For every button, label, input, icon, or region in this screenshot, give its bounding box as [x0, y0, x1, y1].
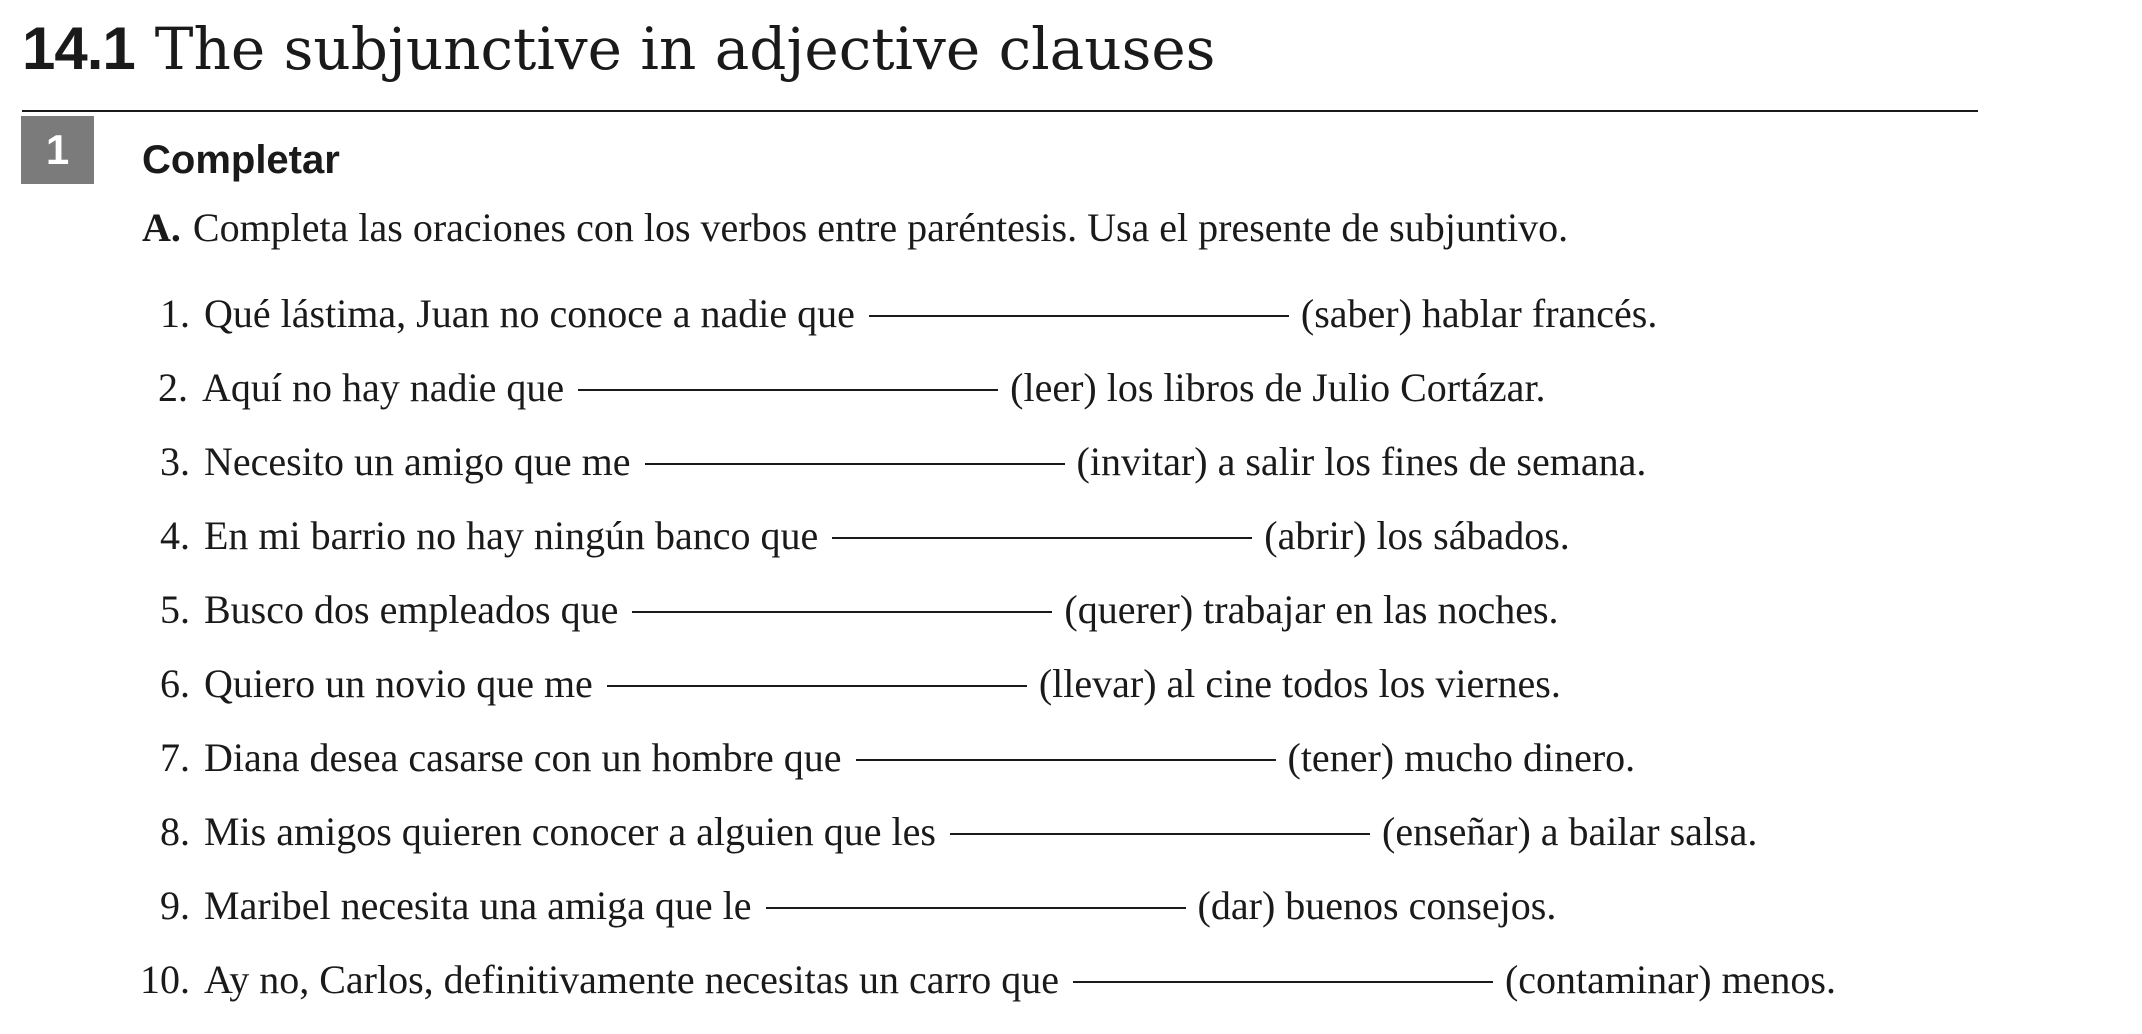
item-number: 3. — [160, 439, 190, 484]
answer-blank[interactable] — [607, 685, 1027, 687]
exercise-item — [120, 506, 1570, 566]
section-header — [22, 14, 1215, 94]
section-number: 14.1 — [22, 15, 135, 82]
part-label: A. — [142, 205, 181, 250]
answer-blank[interactable] — [632, 611, 1052, 613]
item-text-after: (leer) los libros de Julio Cortázar. — [1010, 365, 1546, 410]
item-text-after: (llevar) al cine todos los viernes. — [1038, 661, 1561, 706]
answer-blank[interactable] — [578, 389, 998, 391]
item-number: 1. — [160, 291, 190, 336]
exercise-item — [118, 358, 1546, 418]
item-text-before: Qué lástima, Juan no conoce a nadie que — [204, 291, 855, 336]
item-text-after: (invitar) a salir los fines de semana. — [1076, 439, 1647, 484]
item-number: 10. — [140, 957, 190, 1002]
exercise-item — [120, 284, 1657, 344]
exercise-item — [120, 802, 1757, 862]
answer-blank[interactable] — [1073, 981, 1493, 983]
answer-blank[interactable] — [766, 907, 1186, 909]
instructions — [142, 204, 1568, 251]
section-title: The subjunctive in adjective clauses — [154, 15, 1216, 83]
answer-blank[interactable] — [856, 759, 1276, 761]
item-number: 5. — [160, 587, 190, 632]
activity-number-badge: 1 — [21, 116, 94, 184]
instructions-text: Completa las oraciones con los verbos entre paréntesis. Usa el presente de subjuntivo. — [192, 205, 1569, 250]
exercise-item — [120, 876, 1556, 936]
item-text-after: (dar) buenos consejos. — [1197, 883, 1557, 928]
item-text-before: Mis amigos quieren conocer a alguien que les — [204, 809, 936, 854]
item-number: 6. — [160, 661, 190, 706]
answer-blank[interactable] — [950, 833, 1370, 835]
header-divider — [22, 110, 1978, 112]
exercise-item — [99, 950, 1836, 1010]
exercise-item — [120, 432, 1646, 492]
item-text-before: Maribel necesita una amiga que le — [204, 883, 752, 928]
activity-heading: Completar — [142, 138, 340, 182]
item-number: 4. — [160, 513, 190, 558]
item-text-before: En mi barrio no hay ningún banco que — [204, 513, 819, 558]
exercise-item — [120, 728, 1635, 788]
item-text-after: (enseñar) a bailar salsa. — [1382, 809, 1758, 854]
item-text-after: (tener) mucho dinero. — [1287, 735, 1636, 780]
item-number: 9. — [160, 883, 190, 928]
item-text-before: Busco dos empleados que — [204, 587, 619, 632]
exercise-item — [120, 580, 1559, 640]
exercise-item — [120, 654, 1561, 714]
item-number: 2. — [158, 365, 188, 410]
item-text-before: Aquí no hay nadie que — [202, 365, 565, 410]
item-text-before: Diana desea casarse con un hombre que — [204, 735, 842, 780]
item-text-before: Necesito un amigo que me — [204, 439, 631, 484]
answer-blank[interactable] — [832, 537, 1252, 539]
item-text-after: (querer) trabajar en las noches. — [1064, 587, 1559, 632]
item-number: 8. — [160, 809, 190, 854]
item-text-before: Quiero un novio que me — [204, 661, 593, 706]
item-text-after: (saber) hablar francés. — [1300, 291, 1658, 336]
answer-blank[interactable] — [645, 463, 1065, 465]
item-text-before: Ay no, Carlos, definitivamente necesitas un carro que — [204, 957, 1059, 1002]
item-text-after: (abrir) los sábados. — [1264, 513, 1570, 558]
item-text-after: (contaminar) menos. — [1504, 957, 1836, 1002]
answer-blank[interactable] — [869, 315, 1289, 317]
item-number: 7. — [160, 735, 190, 780]
